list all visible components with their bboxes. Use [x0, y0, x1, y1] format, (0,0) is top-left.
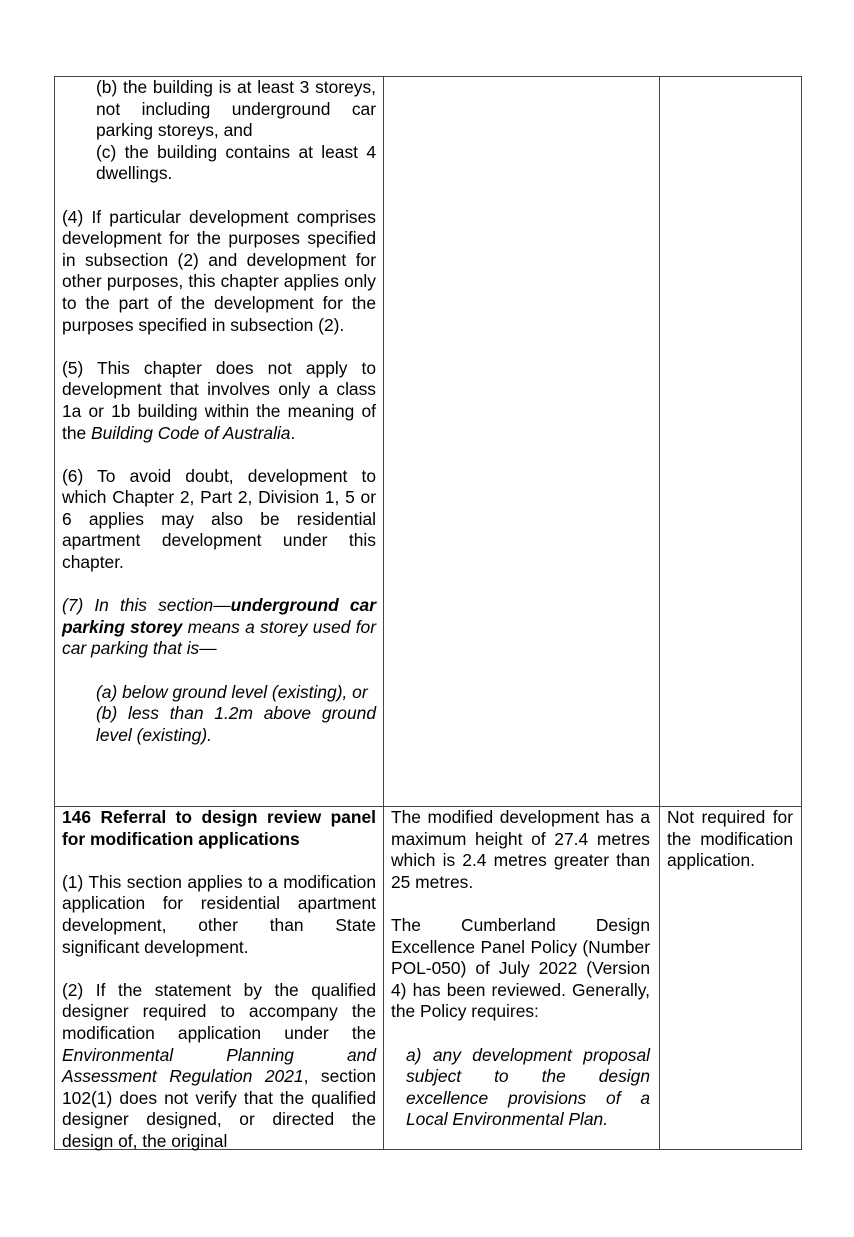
subsection-2-continued: , section 102(1) does not verify that the qualified designer designed, or directed the design of, the original	[62, 1066, 376, 1151]
subsection-1: (1) This section applies to a modification application for residential apartment development, other than State significant development.	[62, 871, 376, 957]
clause-text-cell	[62, 807, 376, 1153]
definition-item-b: (b) less than 1.2m above ground level (existing).	[96, 703, 376, 745]
bca-reference: Building Code of Australia	[91, 422, 291, 443]
compliance-cell	[667, 807, 793, 872]
definition-text: means a storey used for car parking that is—	[62, 616, 377, 659]
subsection-7-lead: (7) In this section—	[62, 595, 231, 616]
subsection-4: (4) If particular development comprises development for the purposes specified in subsection (2) and development for other purposes, this chapter applies only to the part of the development for the purposes specified in subsection (2).	[62, 206, 376, 335]
column-divider	[383, 77, 384, 806]
height-comment: The modified development has a maximum height of 27.4 metres which is 2.4 metres greater than 25 metres.	[391, 807, 650, 892]
clause-heading: 146 Referral to design review panel for modification applications	[62, 807, 376, 849]
subsection-7	[62, 595, 376, 660]
subsection-2	[62, 980, 376, 1153]
subsection-6: (6) To avoid doubt, development to which Chapter 2, Part 2, Division 1, 5 or 6 applies may also be residential apartment development under this chapter.	[62, 465, 376, 573]
comment-cell	[391, 807, 650, 1131]
defined-term: underground car parking storey	[62, 595, 376, 637]
subsection-5	[62, 358, 376, 444]
column-divider	[659, 77, 660, 806]
policy-comment: The Cumberland Design Excellence Panel Policy (Number POL-050) of July 2022 (Version 4) has been reviewed. Generally, the Policy requires:	[391, 914, 650, 1022]
table-row	[54, 806, 802, 1150]
subclause-c: (c) the building contains at least 4 dwellings.	[96, 141, 376, 184]
clause-text-cell	[62, 77, 376, 746]
policy-item-a: a) any development proposal subject to the design excellence provisions of a Local Environmental Plan.	[406, 1044, 650, 1130]
subsection-5-end: .	[290, 422, 296, 443]
column-divider	[383, 807, 384, 1149]
definition-item-a: (a) below ground level (existing), or	[96, 681, 368, 702]
subclause-b: (b) the building is at least 3 storeys, not including underground car parking storeys, and	[96, 77, 376, 141]
subsection-5-text: (5) This chapter does not apply to development that involves only a class 1a or 1b building within the meaning of the	[62, 357, 376, 443]
regulation-reference: Environmental Planning and Assessment Regulation 2021	[62, 1044, 376, 1087]
compliance-status: Not required for the modification application.	[667, 807, 793, 871]
table-row	[54, 76, 802, 807]
column-divider	[659, 807, 660, 1149]
subsection-2-text: (2) If the statement by the qualified designer required to accompany the modification application under the	[62, 979, 376, 1043]
